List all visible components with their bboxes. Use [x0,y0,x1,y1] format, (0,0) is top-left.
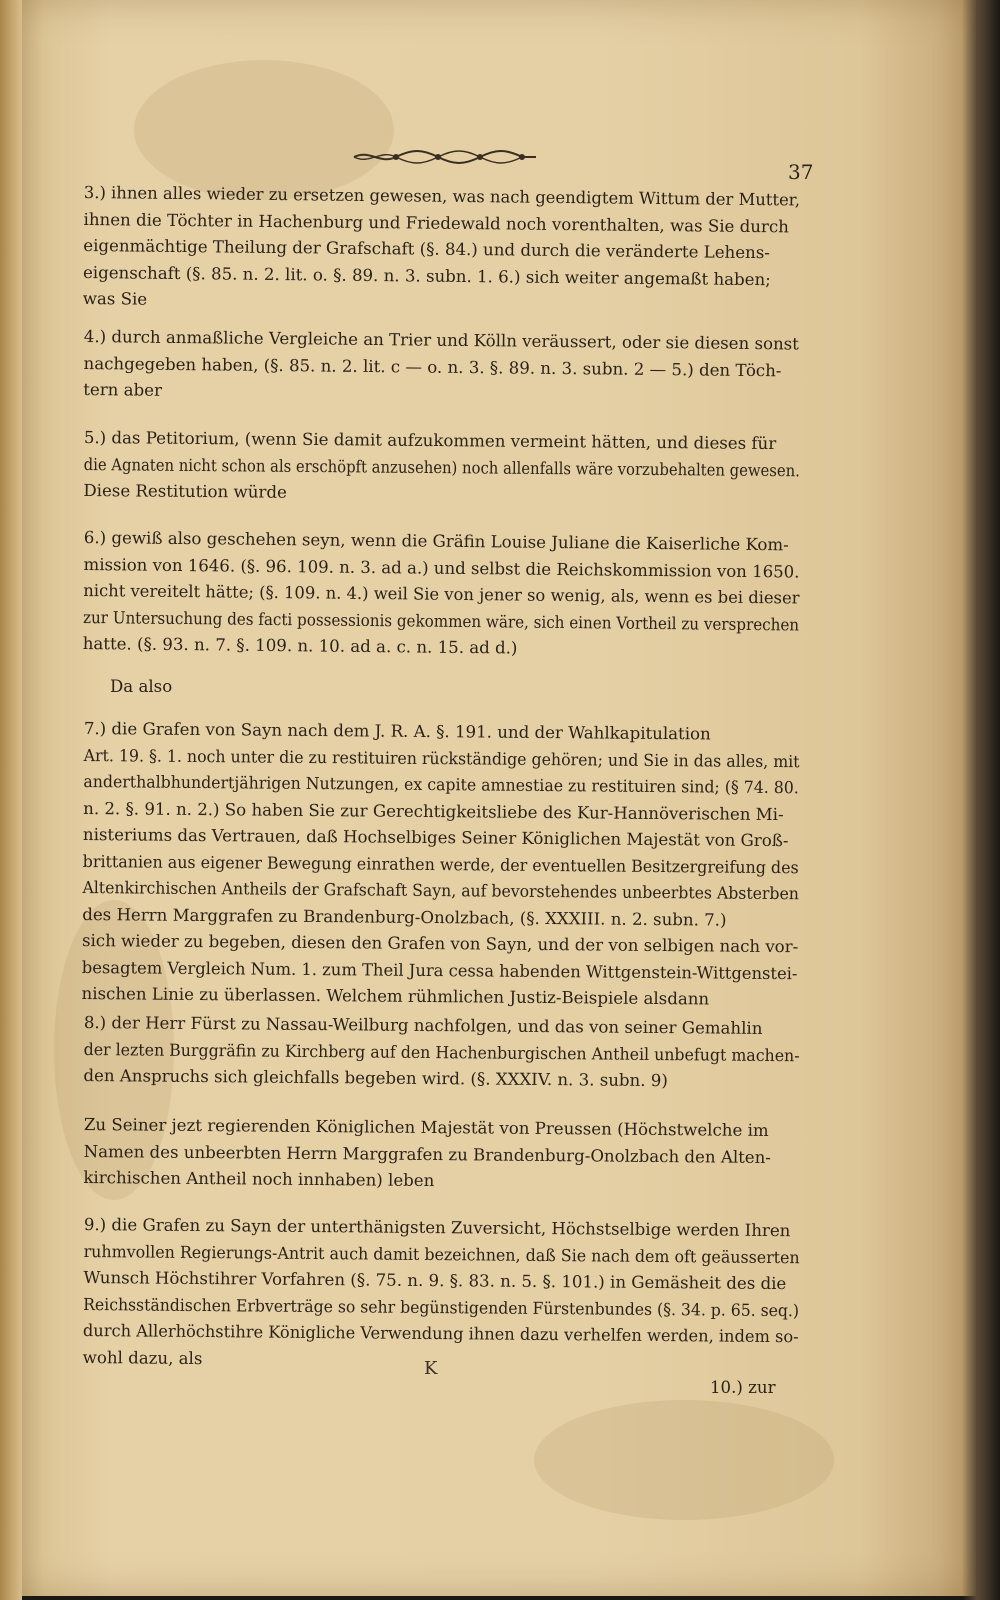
page-number: 37 [788,160,814,184]
text-line: mission von 1646. (§. 96. 109. n. 3. ad a.) und selbst die Reichskommission von 1650. [83,554,800,581]
text-line: der lezten Burggräfin zu Kirchberg auf den Hachenburgischen Antheil unbefugt machen- [83,1039,800,1065]
paragraph-6 [83,525,800,665]
text-line: Diese Restitution würde [83,480,287,502]
text-line: ihnen die Töchter in Hachenburg und Friedewald noch vorenthalten, was Sie durch [83,209,789,236]
text-line: hatte. (§. 93. n. 7. §. 109. n. 10. ad a. c. n. 15. ad d.) [82,633,518,658]
text-line: Da also [110,677,173,696]
text-line: 8.) der Herr Fürst zu Nassau-Weilburg nachfolgen, und das von seiner Gemahlin [83,1012,763,1038]
text-line: kirchischen Antheil noch innhaben) leben [83,1167,435,1191]
paragraph-8 [83,1010,800,1096]
catchword: 10.) zur [710,1378,776,1397]
paragraph-5 [83,425,800,511]
text-line: Zu Seiner jezt regierenden Königlichen Majestät von Preussen (Höchstwelche im [83,1114,769,1140]
text-line: durch Allerhöchstihre Königliche Verwendung ihnen dazu verhelfen werden, indem so- [82,1320,799,1347]
text-line: Altenkirchischen Antheils der Grafschaft Sayn, auf bevorstehendes unbeerbtes Absterben [82,877,799,904]
ornament-divider-icon [350,146,540,168]
text-line: 6.) gewiß also geschehen seyn, wenn die Gräfin Louise Juliane die Kaiserliche Kom- [83,527,789,555]
text-line: eigenmächtige Theilung der Grafschaft (§. 84.) und durch die veränderte Lehens- [83,235,771,263]
text-line: brittanien aus eigener Bewegung einrathen werde, der eventuellen Besitzergreifung des [82,851,799,877]
paper-stain [534,1400,834,1520]
paragraph-4 [83,324,800,411]
text-line: Wunsch Höchstihrer Vorfahren (§. 75. n. 9. §. 83. n. 5. §. 101.) in Gemäsheit des die [83,1267,787,1294]
text-line: Namen des unbeerbten Herrn Marggrafen zu Brandenburg-Onolzbach den Alten- [83,1141,772,1167]
text-line: 3.) ihnen alles wieder zu ersetzen gewesen, was nach geendigtem Wittum der Mutter, [83,182,801,210]
paragraph-da-also [110,674,826,701]
text-line: den Anspruchs sich gleichfalls begeben wird. (§. XXXIV. n. 3. subn. 9) [83,1065,668,1091]
text-line: tern aber [83,379,163,400]
text-line: wohl dazu, als [82,1347,203,1368]
text-line: zur Untersuchung des facti possessionis gekommen wäre, sich einen Vortheil zu versprechen [82,607,800,634]
text-line: nischen Linie zu überlassen. Welchem rühmlichen Justiz-Beispiele alsdann [81,983,710,1009]
text-line: anderthalbhundertjährigen Nutzungen, ex capite amnestiae zu restituiren sind; (§ 74. 80. [83,771,799,798]
text-line: 5.) das Petitorium, (wenn Sie damit aufzukommen vermeint hätten, und dieses für [83,427,777,454]
text-line: des Herrn Marggrafen zu Brandenburg-Onolzbach, (§. XXXIII. n. 2. subn. 7.) [82,904,727,930]
paragraph-zu-seiner [83,1112,800,1198]
paper-stain [134,60,394,200]
page-edge-shadow [962,0,1000,1600]
text-line: sich wieder zu begeben, diesen den Grafen von Sayn, und der von selbigen nach vor- [81,930,799,957]
text-line: nisteriums das Vertrauen, daß Hochselbiges Seiner Königlichen Majestät von Groß- [82,824,789,851]
text-line: Reichsständischen Erbverträge so sehr begünstigenden Fürstenbundes (§. 34. p. 65. seq.) [83,1294,800,1320]
text-line: 4.) durch anmaßliche Vergleiche an Trier und Kölln veräussert, oder sie diesen sonst [83,326,800,354]
text-line: n. 2. §. 91. n. 2.) So haben Sie zur Gerechtigkeitsliebe des Kur-Hannöverischen Mi- [83,798,784,824]
paragraph-3 [83,180,800,320]
text-line: die Agnaten nicht schon als erschöpft anzusehen) noch allenfalls wäre vorzubehalten gewesen. [83,454,801,480]
text-line: ruhmvollen Regierungs-Antrit auch damit bezeichnen, daß Sie nach dem oft geäusserten [83,1241,800,1267]
text-line: nicht vereitelt hätte; (§. 109. n. 4.) weil Sie von jener so wenig, als, wenn es bei dieser [83,580,800,608]
text-line: nachgegeben haben, (§. 85. n. 2. lit. c — o. n. 3. §. 89. n. 3. subn. 2 — 5.) den Töch- [83,353,782,380]
binding-edge [0,0,22,1600]
text-line: Art. 19. §. 1. noch unter die zu restituiren rückständige gehören; und Sie in das alles, mit [83,745,800,771]
text-line: 9.) die Grafen zu Sayn der unterthänigsten Zuversicht, Höchstselbige werden Ihren [83,1214,791,1241]
paragraph-7 [81,716,800,1014]
paragraph-9 [83,1212,800,1377]
text-line: eigenschaft (§. 85. n. 2. lit. o. §. 89. n. 3. subn. 1. 6.) sich weiter angemaßt haben; [82,262,771,289]
signature-mark: K [424,1358,438,1379]
text-line: was Sie [82,288,148,309]
text-line: besagtem Vergleich Num. 1. zum Theil Jura cessa habenden Wittgenstein-Wittgenstei- [81,957,798,983]
text-line: 7.) die Grafen von Sayn nach dem J. R. A. §. 191. und der Wahlkapitulation [83,718,711,744]
